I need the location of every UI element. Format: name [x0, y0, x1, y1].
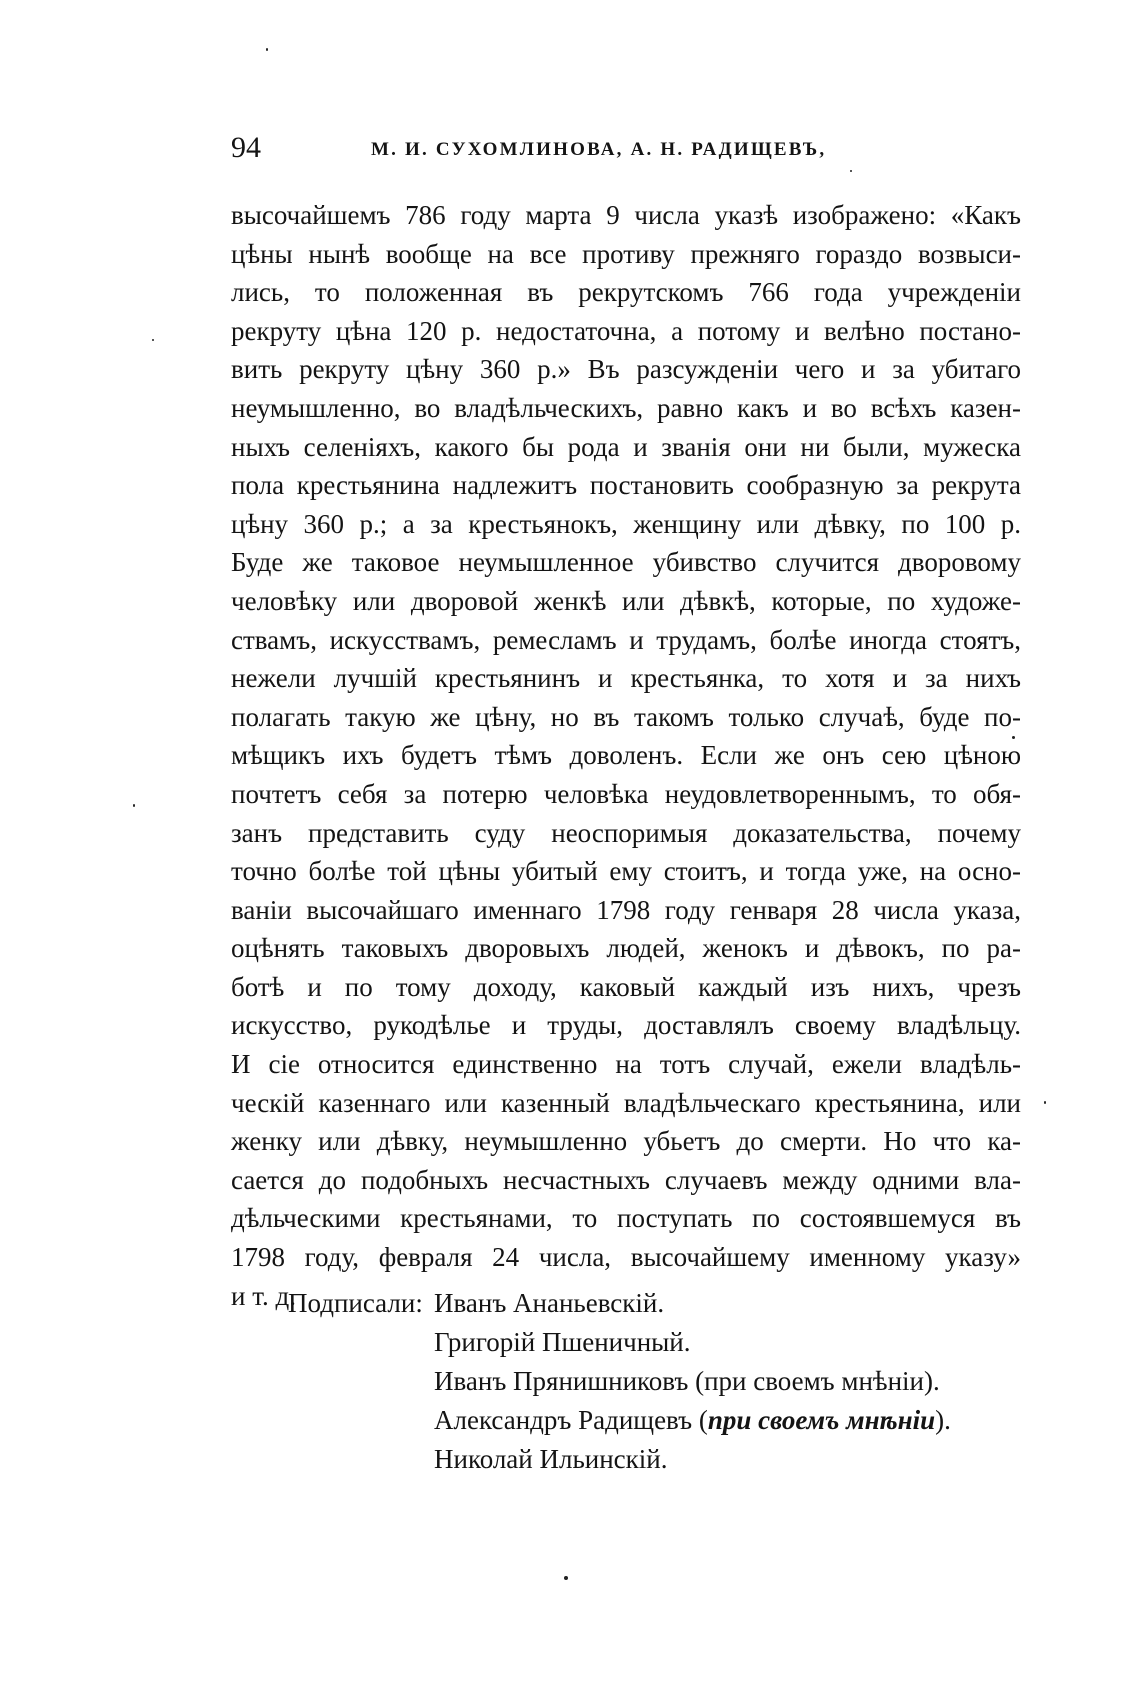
signatory-note: при своемъ мнѣніи	[707, 1405, 936, 1435]
text-line: мѣщикъ ихъ будетъ тѣмъ доволенъ. Если же онъ сею цѣною	[231, 740, 1021, 771]
signatory-name: Григорій Пшеничный.	[434, 1327, 691, 1357]
text-line: сается до подобныхъ несчастныхъ случаевъ между одними вла-	[231, 1164, 1021, 1195]
scan-speck	[1012, 736, 1015, 739]
signature-row	[288, 1362, 1008, 1401]
scan-speck	[1044, 1101, 1046, 1104]
signature-row	[288, 1323, 1008, 1362]
text-line: неумышленно, во владѣльческихъ, равно какъ и во всѣхъ казен-	[231, 392, 1021, 423]
text-line: ботѣ и по тому доходу, каковый каждый изъ нихъ, чрезъ	[231, 971, 1021, 1002]
scan-speck	[133, 804, 135, 807]
signatory-note-tail: ).	[935, 1405, 951, 1435]
text-line: Буде же таковое неумышленное убивство случится дворовому	[231, 547, 1021, 578]
text-line: 1798 году, февраля 24 числа, высочайшему именному указу»	[231, 1242, 1021, 1273]
signature-row	[288, 1401, 1008, 1440]
text-line: полагать такую же цѣну, но въ такомъ только случаѣ, буде по-	[231, 701, 1021, 732]
scan-speck	[564, 1576, 568, 1580]
text-line: ныхъ селеніяхъ, какого бы рода и званія они ни были, мужеска	[231, 431, 1021, 462]
text-line: оцѣнять таковыхъ дворовыхъ людей, женокъ и дѣвокъ, по ра-	[231, 933, 1021, 964]
signatory-name: Александръ Радищевъ (	[434, 1405, 708, 1435]
text-line: человѣку или дворовой женкѣ или дѣвкѣ, которые, по художе-	[231, 585, 1021, 616]
text-line: точно болѣе той цѣны убитый ему стоитъ, и тогда уже, на осно-	[231, 856, 1021, 887]
body-text	[231, 196, 1021, 1315]
scan-speck	[266, 48, 268, 51]
text-line: дѣльческими крестьянами, то поступать по состоявшемуся въ	[231, 1203, 1021, 1234]
text-line: И сіе относится единственно на тотъ случай, ежели владѣль-	[231, 1049, 1021, 1080]
text-line: почтетъ себя за потерю человѣка неудовлетвореннымъ, то обя-	[231, 778, 1021, 809]
signature-row	[288, 1284, 1008, 1323]
signatures-label: Подписали:	[288, 1288, 423, 1318]
signature-row	[288, 1440, 1008, 1479]
text-line: пола крестьянина надлежитъ постановить сообразную за рекрута	[231, 470, 1021, 501]
text-line: ваніи высочайшаго именнаго 1798 году генваря 28 числа указа,	[231, 894, 1021, 925]
text-line: цѣны нынѣ вообще на все противу прежняго гораздо возвыси-	[231, 238, 1021, 269]
signatures-block	[288, 1284, 1008, 1479]
text-line: нежели лучшій крестьянинъ и крестьянка, то хотя и за нихъ	[231, 663, 1021, 694]
text-line: рекруту цѣна 120 р. недостаточна, а потому и велѣно постано-	[231, 315, 1021, 346]
signatory-name: Николай Ильинскій.	[434, 1444, 668, 1474]
signatory-name: Иванъ Ананьевскій.	[434, 1288, 665, 1318]
text-line: вить рекруту цѣну 360 р.» Въ разсужденіи чего и за убитаго	[231, 354, 1021, 385]
text-line: цѣну 360 р.; а за крестьянокъ, женщину или дѣвку, по 100 р.	[231, 508, 1021, 539]
page-number: 94	[231, 131, 261, 164]
text-line: высочайшемъ 786 году марта 9 числа указѣ изображено: «Какъ	[231, 200, 1021, 230]
text-line: лись, то положенная въ рекрутскомъ 766 года учрежденіи	[231, 277, 1021, 308]
text-line: искусство, рукодѣлье и труды, доставлялъ своему владѣльцу.	[231, 1010, 1021, 1041]
text-line: ствамъ, искусствамъ, ремесламъ и трудамъ, болѣе иногда стоятъ,	[231, 624, 1021, 655]
page-header	[231, 128, 827, 168]
text-line: ческій казеннаго или казенный владѣльческаго крестьянина, или	[231, 1087, 1021, 1118]
signatory-name: Иванъ Прянишниковъ (при своемъ мнѣніи).	[434, 1366, 940, 1396]
running-head: М. И. СУХОМЛИНОВА, А. Н. РАДИЩЕВЪ,	[371, 139, 827, 160]
text-line: занъ представить суду неоспоримыя доказательства, почему	[231, 817, 1021, 848]
scan-speck	[850, 170, 852, 172]
text-line-last: и т. д.	[231, 1280, 296, 1311]
scan-speck	[152, 339, 154, 341]
text-line: женку или дѣвку, неумышленно убьетъ до смерти. Но что ка-	[231, 1126, 1021, 1157]
